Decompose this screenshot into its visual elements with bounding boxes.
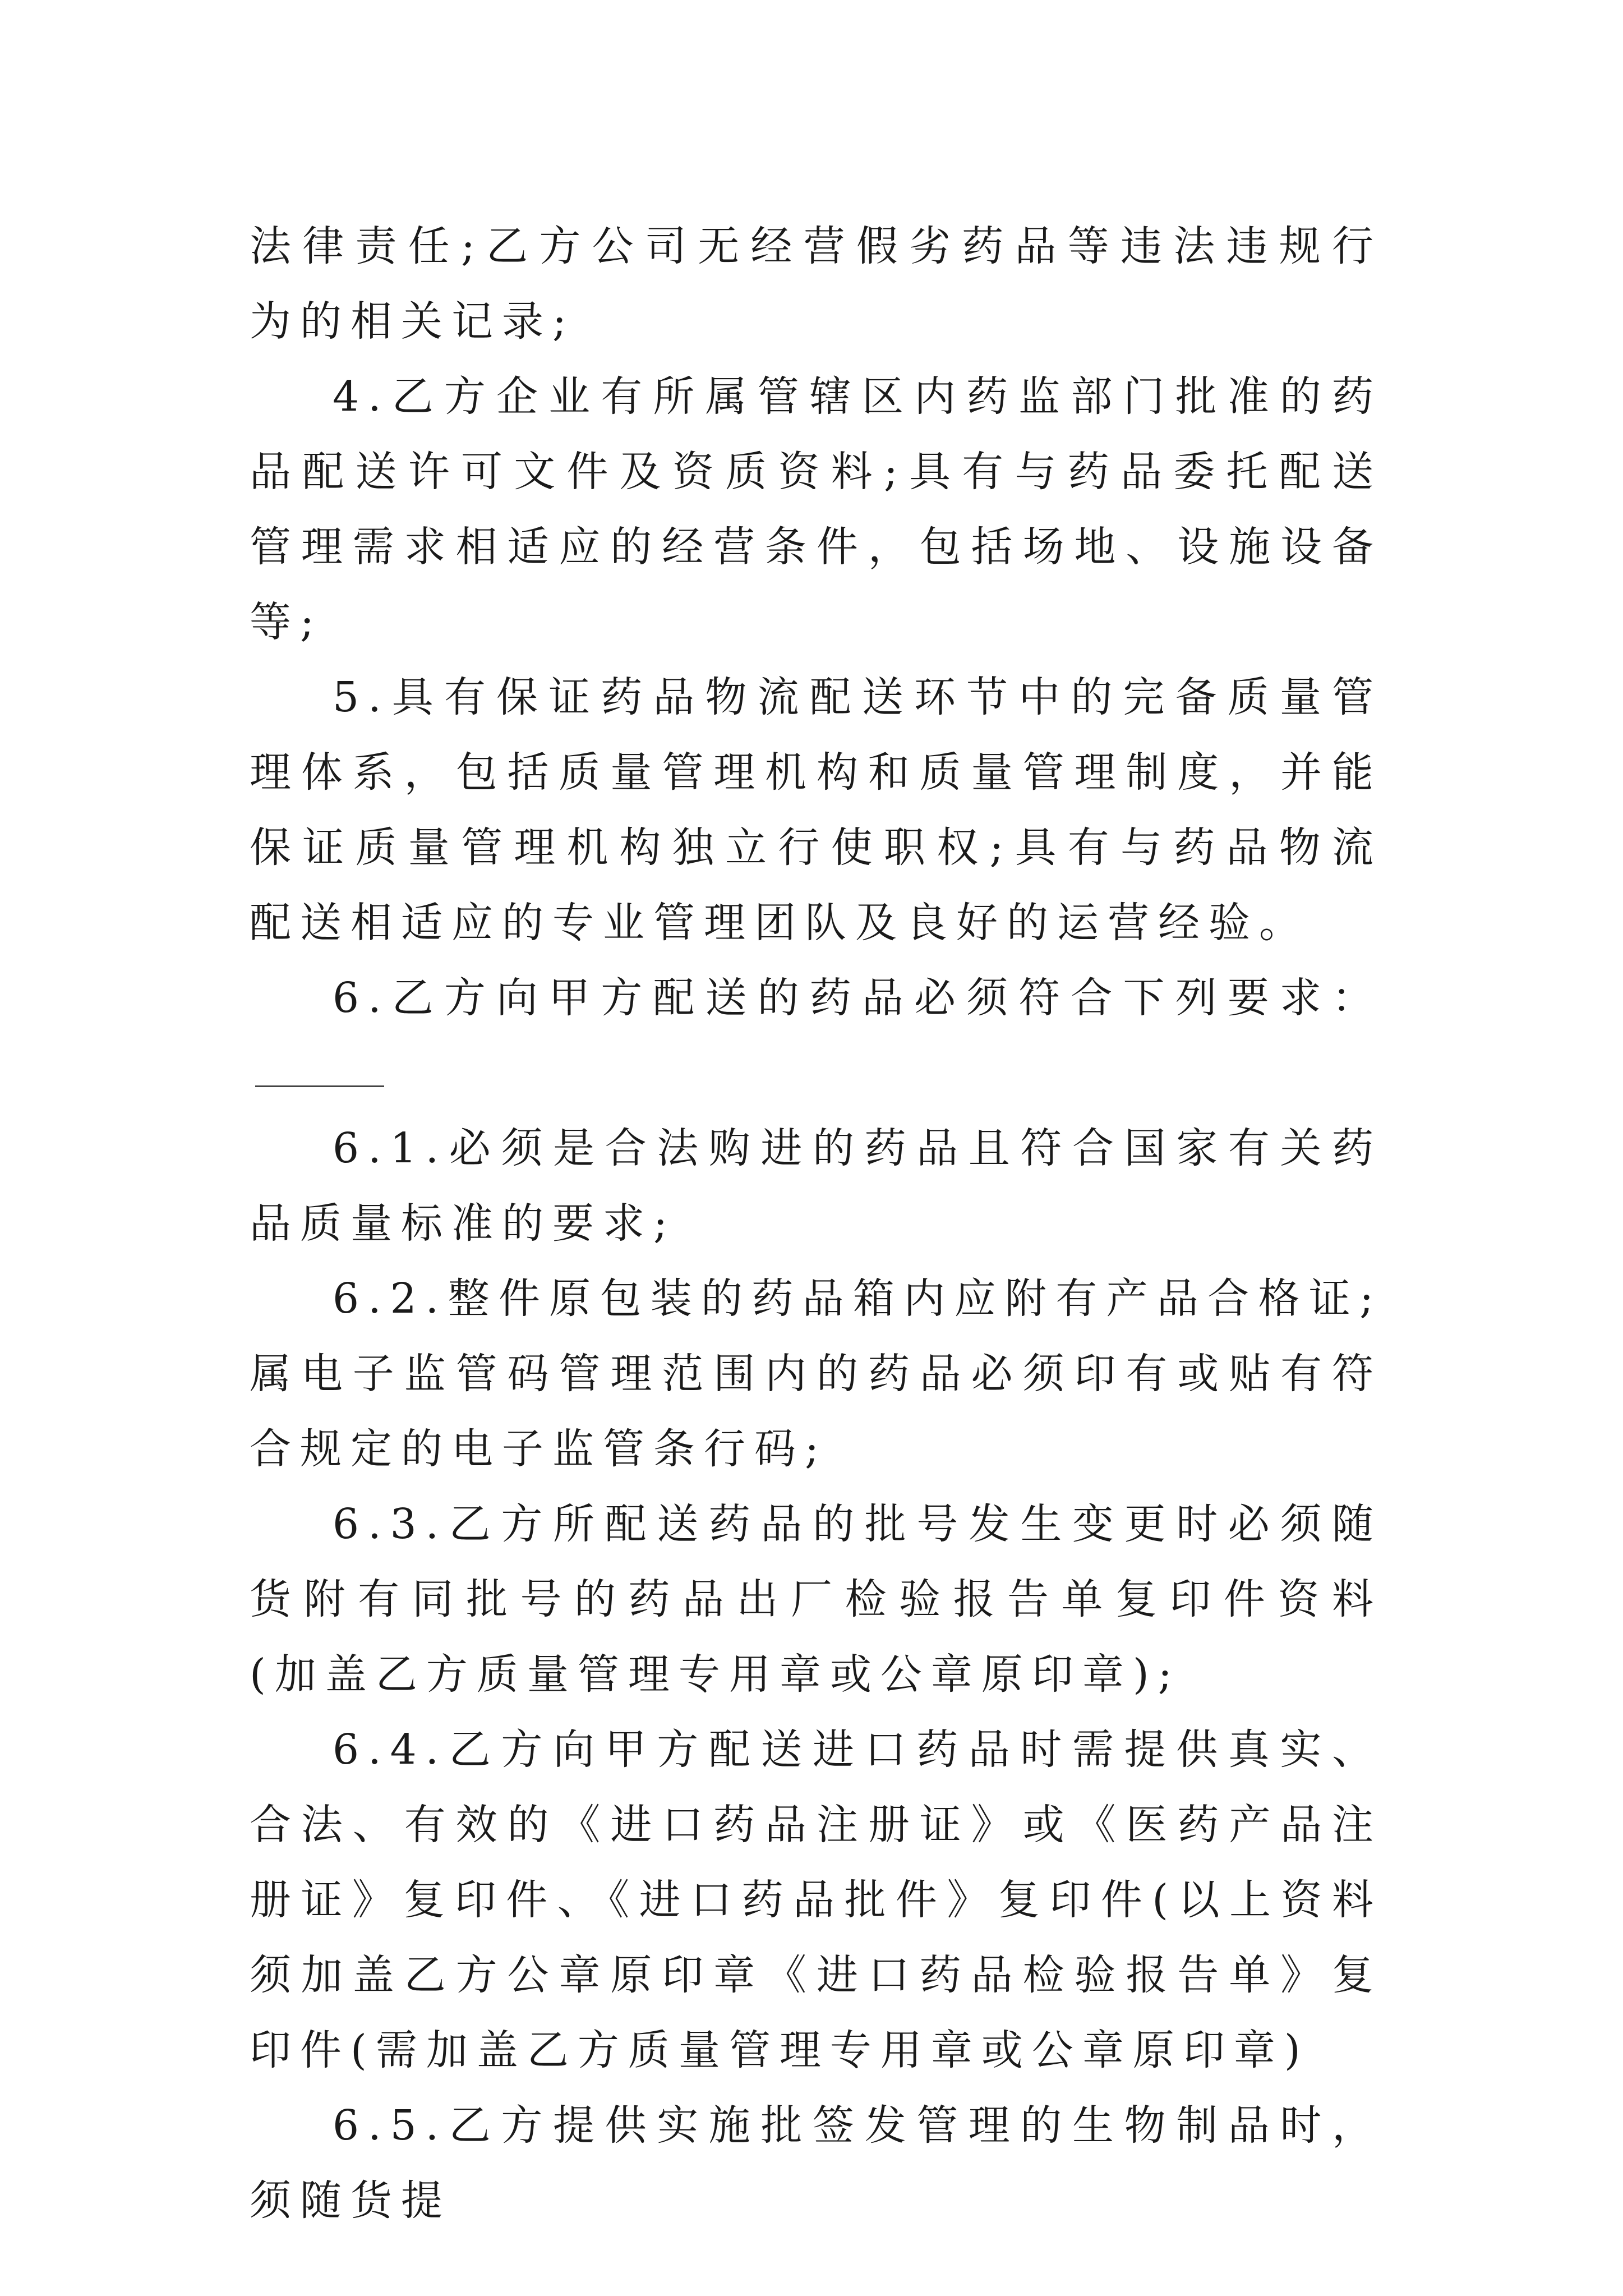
paragraph-clause-6-2: 6.2.整件原包装的药品箱内应附有产品合格证;属电子监管码管理范围内的药品必须印有或贴有符合规定的电子监管条行码;: [250, 1274, 1382, 1473]
paragraph-clause-6-4: 6.4.乙方向甲方配送进口药品时需提供真实、合法、有效的《进口药品注册证》或《医药产品注册证》复印件、《进口药品批件》复印件(以上资料须加盖乙方公章原印章《进口药品检验报告单》复印件(需加盖乙方质量管理专用章或公章原印章): [250, 1726, 1382, 2074]
fill-in-blank-line: [255, 1052, 384, 1087]
paragraph-legal-liability: 法律责任;乙方公司无经营假劣药品等违法违规行为的相关记录;: [250, 222, 1382, 346]
clause-6-text: 6.乙方向甲方配送的药品必须符合下列要求：: [333, 974, 1382, 1022]
paragraph-clause-6: [250, 960, 1382, 1111]
paragraph-clause-6-5: 6.5.乙方提供实施批签发管理的生物制品时，须随货提: [250, 2101, 1382, 2225]
paragraph-clause-4: 4.乙方企业有所属管辖区内药监部门批准的药品配送许可文件及资质资料;具有与药品委托配送管理需求相适应的经营条件，包括场地、设施设备等;: [250, 372, 1382, 646]
contract-body: [250, 209, 1382, 2238]
paragraph-clause-5: 5.具有保证药品物流配送环节中的完备质量管理体系，包括质量管理机构和质量管理制度，并能保证质量管理机构独立行使职权;具有与药品物流配送相适应的专业管理团队及良好的运营经验。: [250, 673, 1382, 947]
paragraph-clause-6-3: 6.3.乙方所配送药品的批号发生变更时必须随货附有同批号的药品出厂检验报告单复印件资料(加盖乙方质量管理专用章或公章原印章);: [250, 1500, 1382, 1699]
paragraph-clause-6-1: 6.1.必须是合法购进的药品且符合国家有关药品质量标准的要求;: [250, 1124, 1382, 1248]
